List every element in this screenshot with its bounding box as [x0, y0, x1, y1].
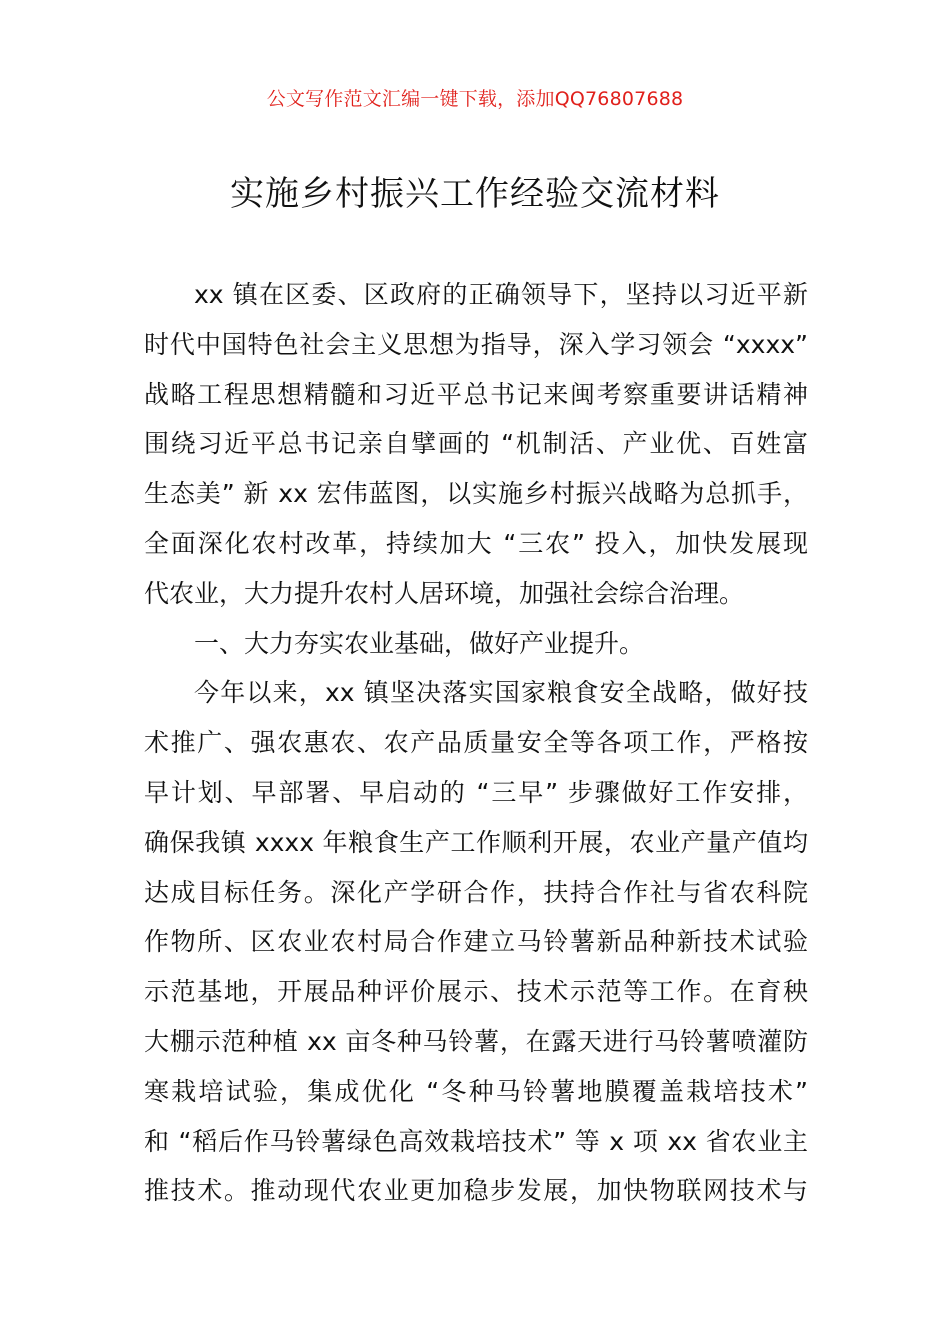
download-banner: 公文写作范文汇编一键下载，添加QQ76807688: [266, 88, 684, 110]
document-title: 实施乡村振兴工作经验交流材料: [230, 174, 720, 214]
paragraph-1-line-7: 代农业，大力提升农村人居环境，加强社会综合治理。: [144, 578, 745, 608]
paragraph-2-line-3: 早计划、早部署、早启动的 “三早” 步骤做好工作安排，: [144, 777, 808, 807]
paragraph-1-line-3: 战略工程思想精髓和习近平总书记来闽考察重要讲话精神: [144, 379, 808, 409]
paragraph-2-line-4: 确保我镇 xxxx 年粮食生产工作顺利开展，农业产量产值均: [144, 827, 808, 857]
paragraph-2-line-2: 术推广、强农惠农、农产品质量安全等各项工作，严格按: [144, 728, 808, 758]
paragraph-1-line-6: 全面深化农村改革，持续加大 “三农” 投入，加快发展现: [144, 528, 808, 558]
paragraph-1-line-4: 围绕习近平总书记亲自擘画的 “机制活、产业优、百姓富: [144, 429, 808, 459]
section-heading-1: 一、大力夯实农业基础，做好产业提升。: [194, 628, 645, 658]
paragraph-2-line-10: 和 “稻后作马铃薯绿色高效栽培技术” 等 x 项 xx 省农业主: [144, 1126, 808, 1156]
paragraph-1-line-5: 生态美” 新 xx 宏伟蓝图，以实施乡村振兴战略为总抓手，: [144, 479, 808, 509]
paragraph-2-line-7: 示范基地，开展品种评价展示、技术示范等工作。在育秧: [144, 977, 808, 1007]
paragraph-2-line-1: 今年以来，xx 镇坚决落实国家粮食安全战略，做好技: [194, 678, 808, 708]
paragraph-2-line-6: 作物所、区农业农村局合作建立马铃薯新品种新技术试验: [144, 927, 808, 957]
paragraph-1-line-2: 时代中国特色社会主义思想为指导，深入学习领会 “xxxx”: [144, 329, 808, 359]
paragraph-2-line-5: 达成目标任务。深化产学研合作，扶持合作社与省农科院: [144, 877, 808, 907]
document-body: [144, 270, 808, 1216]
paragraph-1-line-1: xx 镇在区委、区政府的正确领导下，坚持以习近平新: [194, 280, 808, 309]
paragraph-2-line-9: 寒栽培试验，集成优化 “冬种马铃薯地膜覆盖栽培技术”: [144, 1076, 808, 1106]
paragraph-2-line-8: 大棚示范种植 xx 亩冬种马铃薯，在露天进行马铃薯喷灌防: [144, 1026, 808, 1056]
paragraph-2-line-11: 推技术。推动现代农业更加稳步发展，加快物联网技术与: [144, 1176, 808, 1206]
